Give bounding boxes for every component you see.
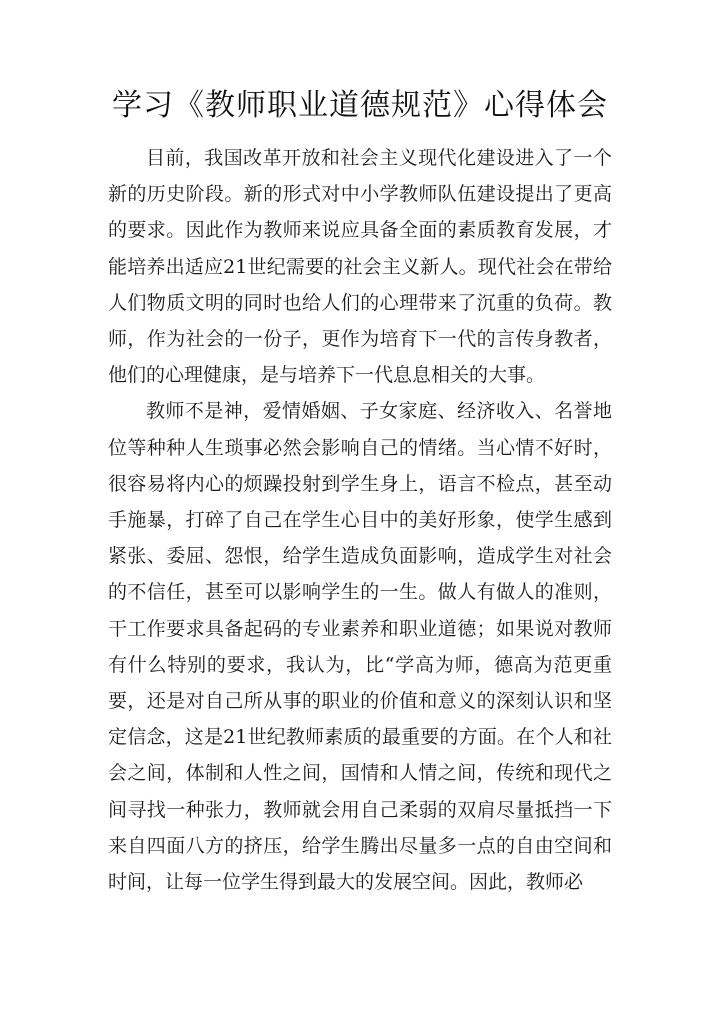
paragraph-2: 教师不是神，爱情婚姻、子女家庭、经济收入、名誉地位等种种人生琐事必然会影响自己的情绪。当心情不好时，很容易将内心的烦躁投射到学生身上，语言不检点，甚至动手施暴，打碎了自己在学生心目中的美好形象，使学生感到紧张、委屈、怨恨，给学生造成负面影响，造成学生对社会的不信任，甚至可以影响学生的一生。做人有做人的准则，干工作要求具备起码的专业素养和职业道德；如果说对教师有什么特别的要求，我认为，比“学高为师，德高为范更重要，还是对自己所从事的职业的价值和意义的深刻认识和坚定信念，这是21世纪教师素质的最重要的方面。在个人和社会之间，体制和人性之间，国情和人情之间，传统和现代之间寻找一种张力，教师就会用自己柔弱的双肩尽量抵挡一下来自四面八方的挤压，给学生腾出尽量多一点的自由空间和时间，让每一位学生得到最大的发展空间。因此，教师必: [108, 400, 612, 894]
document-body: [108, 140, 612, 900]
paragraph-1: 目前，我国改革开放和社会主义现代化建设进入了一个新的历史阶段。新的形式对中小学教师队伍建设提出了更高的要求。因此作为教师来说应具备全面的素质教育发展，才能培养出适应21世纪需要的社会主义新人。现代社会在带给人们物质文明的同时也给人们的心理带来了沉重的负荷。教师，作为社会的一份子，更作为培育下一代的言传身教者，他们的心理健康，是与培养下一代息息相关的大事。: [108, 147, 612, 387]
document-title: 学习《教师职业道德规范》心得体会: [112, 88, 608, 123]
